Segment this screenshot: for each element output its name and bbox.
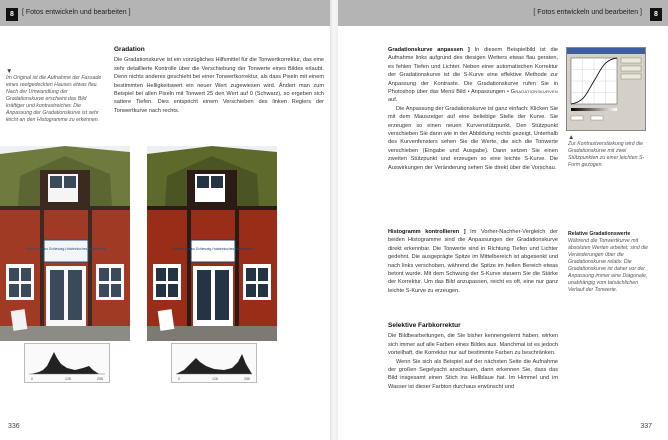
hist-label-255: 255 xyxy=(244,377,250,381)
left-header-band xyxy=(0,0,330,26)
gradation-section xyxy=(114,46,324,115)
info-sign-text: Natur-Infohaus Schleswig-Holsteinisches Wattenmeer xyxy=(172,247,254,251)
right-page-number: 337 xyxy=(640,423,652,430)
hist-label-255: 255 xyxy=(97,377,103,381)
selective-paragraph-1: Die Bildbearbeitungen, die Sie bisher kennengelernt haben, wirken sich immer auf alle Farben eines Bildes aus. Manchmal ist es jedoch vorteilhaft, die Korrektur nur auf bestimmte Farben zu beschränken. xyxy=(388,333,558,357)
right-chapter-number: 8 xyxy=(650,8,662,21)
caption-marker-up: ▲ xyxy=(568,134,575,141)
right-caption xyxy=(568,134,650,169)
curve-adjust-section xyxy=(388,46,558,172)
histogram-before xyxy=(24,343,110,383)
left-page-number: 336 xyxy=(8,423,20,430)
hist-label-128: 128 xyxy=(65,377,71,381)
page-gutter xyxy=(330,0,338,440)
left-caption-text: Im Original ist die Aufnahme der Fassade eines reetgedeckten Hauses etwas flau. Nach der Umwandlung der Gradationskurve erscheint das Bild kräftiger und kontrastreicher. Die Anpassung der Gradationskurve ist sehr leicht an den Histogramme zu erkennen. xyxy=(6,75,102,123)
histogram-section xyxy=(388,228,558,295)
house-photo-after xyxy=(147,146,277,341)
left-chapter-number: 8 xyxy=(6,8,18,21)
info-sign xyxy=(44,240,88,262)
curve-paragraph-2: Die Anpassung der Gradationskurve ist ganz einfach: Klicken Sie mit dem Mauszeiger auf eine beliebige Stelle der Kurve. Sie erzeugen so einen neuen Kurvenstützpunkt. Den Stützpunkt verschieben Sie dann wie in der Abbildung rechts gezeigt. Unterhalb des Kurvenfensters sehen Sie die Werte, die sich die Tonwerte verschieben (Eingabe und Ausgabe). Dann setzen Sie einen zweiten Stützpunkt und erzeugen so eine leichte S-Kurve. Die Auswirkungen der Veränderung sehen Sie direkt über die Vorschau. xyxy=(388,105,558,171)
histogram-shape xyxy=(176,354,252,374)
curve-lead: Gradationskurve anpassen ] xyxy=(388,47,470,53)
selective-color-section xyxy=(388,322,558,391)
caption-marker-down: ▼ xyxy=(6,68,13,75)
right-header-band xyxy=(338,0,668,26)
curve-paragraph-1: Gradationskurve anpassen ] In diesem Beispielbild ist die Aufnahme links aufgrund des diesigen Wetters etwas flau geraten, es fehlen Tiefen und Lichter. Neben einer automatischen Korrektur der Gradationskurve ist die S-Kurve eine effektive Methode zur Anpassung der Kontraste. Die Gradationskurve rufen Sie in Photoshop über das Menü Bild • Anpassungen • Gradationskurven auf. xyxy=(388,47,559,104)
hist-label-0: 0 xyxy=(31,377,33,381)
hist-label-128: 128 xyxy=(212,377,218,381)
house-photo-before xyxy=(0,146,130,341)
right-running-title: [ Fotos entwickeln und bearbeiten ] xyxy=(533,9,642,16)
curves-dialog-screenshot xyxy=(566,47,646,131)
hist-label-0: 0 xyxy=(178,377,180,381)
left-running-title: [ Fotos entwickeln und bearbeiten ] xyxy=(22,9,131,16)
menu-path: Gradationskurven xyxy=(510,89,558,96)
sidebar-note xyxy=(568,231,654,294)
left-caption xyxy=(6,68,102,124)
histogram-lead: Histogramm kontrollieren ] xyxy=(388,229,466,235)
section-heading-selective-color: Selektive Farbkorrektur xyxy=(388,322,461,329)
info-sign-text: Natur-Infohaus Schleswig-Holsteinisches Wattenmeer xyxy=(25,247,107,251)
sidebar-note-text: Während die Tonwertkurve mit absoluten Werten arbeitet, sind die Veränderungen über die Gradationskurve relativ. Die Gradationskurve ist daher vor der Anpassung immer eine Diagonale, unabhängig vom tatsächlichen Verlauf der Tonwerte. xyxy=(568,238,649,293)
section-heading-gradation: Gradation xyxy=(114,46,145,53)
histogram-shape xyxy=(31,352,99,374)
sidebar-note-title: Relative Gradationswerte xyxy=(568,231,631,237)
histogram-after xyxy=(171,343,257,383)
right-caption-text: Zur Kontrastverstärkung wird die Gradationskurve mit zwei Stützpunkten zu einer leichten S-Form gezogen. xyxy=(568,141,645,168)
gradation-paragraph: Die Gradationskurve ist ein vorzügliches Hilfsmittel für die Tonwertkorrektur, das eine sehr detaillierte Kontrolle über die Verschiebung der Tonwerte eines Bildes erlaubt. Denn nichts anderes geschieht bei einer Tonwertkorrektur, als dass Pixeln mit einem bestimmten Helligkeitswert ein neuer Wert zugewiesen wird. Ändert man zum Beispiel bei allen Pixeln mit Tonwert 25 den Wert auf 0 (Schwarz), so ergeben sich sattere Tiefen. Dies entspricht einem Verschieben des linken Reglers der Tonwertkurve nach rechts. xyxy=(114,57,324,114)
selective-paragraph-2: Wenn Sie sich als Beispiel auf der nächsten Seite die Aufnahme der großen Segelyacht anschauen, dann erkennen Sie, dass das Bild insgesamt einen Stich ins Hellblaue hat. Im Himmel und im Wasser ist dieser Farbton durchaus erwünscht und xyxy=(388,358,558,390)
info-sign xyxy=(191,240,235,262)
histogram-paragraph: Histogramm kontrollieren ] Im Vorher-Nachher-Vergleich der beiden Histogramme sind die Anpassungen der Gradationskurve direkt erkennbar. Die Tonwerte sind in Richtung Tiefen und Lichter gedehnt. Die ausgeprägte Spitze im Mittelbereich ist abgesenkt und nach links verschoben, während die Spitze im hellen Bereich etwas betont wurde. Mit dem Schwung der S-Kurve steuern Sie die Stärke der Korrektur. Um das Bild anzupassen, reicht es oft, eine nur ganz leichte S-Kurve zu erzeugen. xyxy=(388,229,558,294)
